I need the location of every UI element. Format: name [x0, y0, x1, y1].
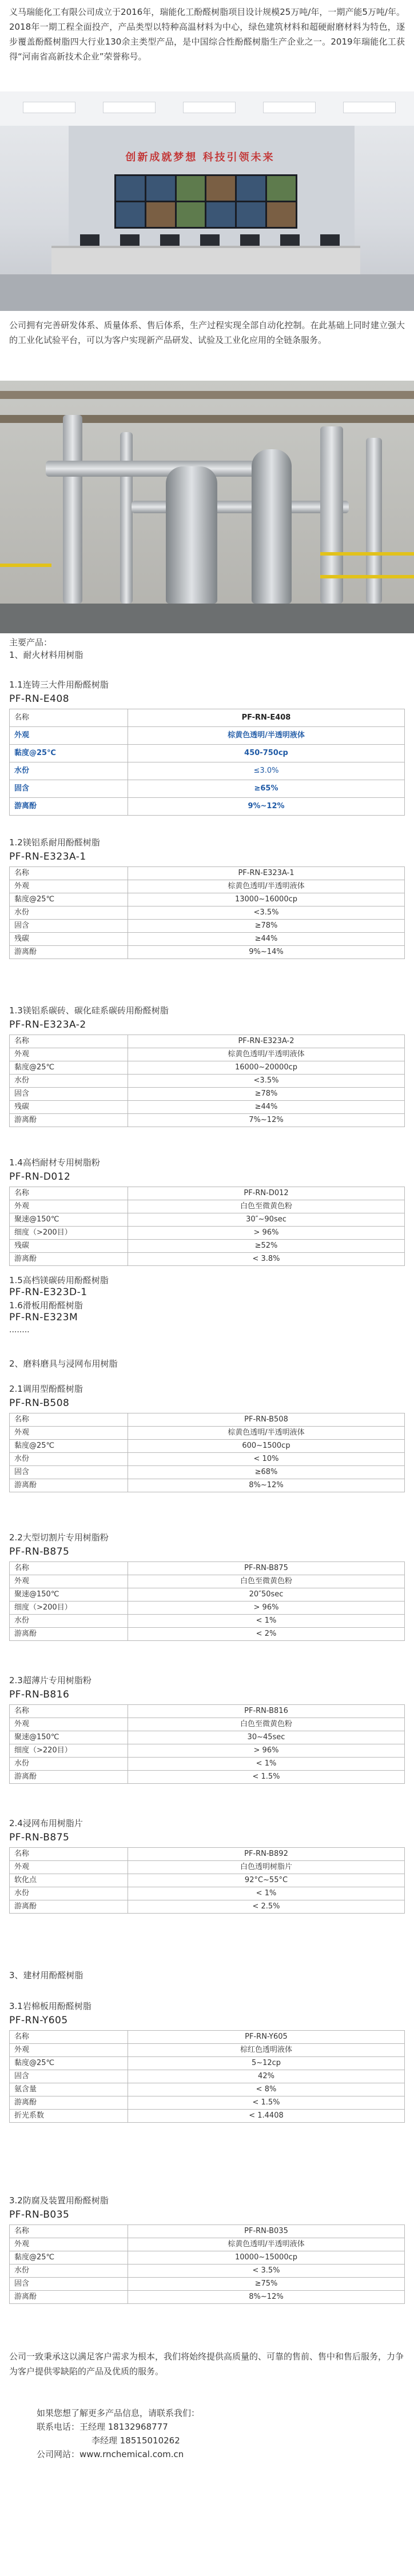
table-row: 游离酚 8%~12%: [10, 1479, 405, 1492]
table-row: 水份 < 1%: [10, 1615, 405, 1628]
table-row: 游离酚 < 2%: [10, 1628, 405, 1641]
spec-table: [9, 866, 405, 959]
category-1-heading: 1、耐火材料用树脂: [9, 650, 83, 660]
control-room-photo: [0, 91, 414, 311]
table-row: 固含 ≥65%: [10, 780, 405, 798]
table-row: 残碳 ≥52%: [10, 1240, 405, 1253]
table-row: 黏度@25℃ 600~1500cp: [10, 1440, 405, 1453]
table-row: 固含 ≥78%: [10, 920, 405, 933]
closing-paragraph: 公司一致秉承这以满足客户需求为根本，我们将始终提供高质量的、可靠的售前、售中和售后服务，力争为客户提供零缺陷的产品及优质的服务。: [9, 2351, 404, 2377]
main-products-heading: 主要产品：: [9, 637, 53, 648]
table-row: 残碳 ≥44%: [10, 933, 405, 946]
product-title: 2.1调用型酚醛树脂: [9, 1384, 83, 1394]
product-title: 2.3超薄片专用树脂粉: [9, 1675, 91, 1686]
table-row: 水份 ≤3.0%: [10, 762, 405, 780]
table-row: 黏度@25℃ 5~12cp: [10, 2057, 405, 2070]
spec-table: [9, 1561, 405, 1641]
table-row: 名称 PF-RN-E408: [10, 709, 405, 727]
table-row: 聚速@150℃ 30~45sec: [10, 1731, 405, 1744]
spec-table: [9, 1187, 405, 1266]
spec-table: [9, 1035, 405, 1127]
table-row: 名称 PF-RN-E323A-1: [10, 867, 405, 880]
contact-block: [37, 2406, 200, 2461]
table-row: 细度（>220目） > 96%: [10, 1744, 405, 1758]
table-row: 游离酚 7%~12%: [10, 1114, 405, 1127]
spec-table: [9, 1704, 405, 1784]
table-row: 折光系数 < 1.4408: [10, 2110, 405, 2123]
table-row: 黏度@25℃ 450-750cp: [10, 745, 405, 762]
ellipsis-text: ········: [9, 1328, 30, 1337]
spec-table: [9, 709, 405, 816]
product-code: PF-RN-E408: [9, 693, 70, 705]
table-row: 外观 白色透明树脂片: [10, 1861, 405, 1874]
table-row: 名称 PF-RN-D012: [10, 1187, 405, 1200]
slogan-banner: 创新成就梦想 科技引领未来: [125, 151, 275, 163]
product-code: PF-RN-B035: [9, 2209, 70, 2220]
table-row: 细度（>200目） > 96%: [10, 1601, 405, 1615]
table-row: 黏度@25℃ 16000~20000cp: [10, 1061, 405, 1075]
table-row: 残碳 ≥44%: [10, 1101, 405, 1114]
table-row: 游离酚 9%~14%: [10, 946, 405, 959]
product-title: 1.2镁铝系耐用酚醛树脂: [9, 837, 100, 848]
product-title: 2.4浸网布用树脂片: [9, 1818, 83, 1828]
product-code: PF-RN-B875: [9, 1546, 70, 1557]
product-code: PF-RN-E323A-2: [9, 1019, 86, 1031]
table-row: 名称 PF-RN-B816: [10, 1705, 405, 1718]
table-row: 聚速@150℃ 20″50sec: [10, 1588, 405, 1601]
table-row: 外观 棕黄色透明/半透明液体: [10, 880, 405, 893]
table-row: 名称 PF-RN-B892: [10, 1848, 405, 1861]
product-code: PF-RN-E323A-1: [9, 851, 86, 862]
table-row: 固含 ≥75%: [10, 2278, 405, 2291]
table-row: 水份 <3.5%: [10, 1075, 405, 1088]
table-row: 游离酚 9%~12%: [10, 798, 405, 816]
product-code: PF-RN-B875: [9, 1832, 70, 1843]
product-title: 3.1岩棉板用酚醛树脂: [9, 2001, 91, 2011]
table-row: 外观 棕黄色透明/半透明液体: [10, 727, 405, 745]
table-row: 外观 棕黄色透明/半透明液体: [10, 2238, 405, 2251]
company-website-link[interactable]: 公司网站：www.rnchemical.com.cn: [37, 2449, 184, 2459]
spec-table: [9, 2030, 405, 2123]
product-code: PF-RN-E323M: [9, 1312, 78, 1323]
product-title: 2.2大型切割片专用树脂粉: [9, 1532, 109, 1543]
table-row: 水份 < 3.5%: [10, 2265, 405, 2278]
table-row: 外观 棕红色透明液体: [10, 2044, 405, 2057]
contact-intro: 如果您想了解更多产品信息，请联系我们：: [37, 2408, 200, 2418]
product-title: 1.5高档镁碳砖用酚醛树脂: [9, 1275, 109, 1285]
table-row: 固含 ≥68%: [10, 1466, 405, 1479]
product-code: PF-RN-Y605: [9, 2015, 68, 2026]
table-row: 氨含量 < 8%: [10, 2083, 405, 2096]
table-row: 外观 白色至微黄色粉: [10, 1575, 405, 1588]
product-title: 1.1连铸三大件用酚醛树脂: [9, 680, 109, 690]
table-row: 游离酚 < 1.5%: [10, 1771, 405, 1784]
table-row: 游离酚 < 2.5%: [10, 1900, 405, 1914]
table-row: 水份 < 1%: [10, 1758, 405, 1771]
table-row: 名称 PF-RN-B875: [10, 1562, 405, 1575]
table-row: 外观 棕黄色透明/半透明液体: [10, 1427, 405, 1440]
plant-photo: [0, 381, 414, 633]
table-row: 游离酚 < 3.8%: [10, 1253, 405, 1266]
table-row: 名称 PF-RN-E323A-2: [10, 1035, 405, 1048]
product-title: 3.2防腐及装置用酚醛树脂: [9, 2195, 109, 2206]
product-title: 1.3镁铝系碳砖、碳化硅系碳砖用酚醛树脂: [9, 1005, 169, 1016]
table-row: 软化点 92°C~55°C: [10, 1874, 405, 1887]
category-2-heading: 2、磨料磨具与浸网布用树脂: [9, 1359, 118, 1369]
contact-phone-li: 李经理 18515010262: [91, 2435, 180, 2446]
spec-table: [9, 1413, 405, 1492]
rd-paragraph: 公司拥有完善研发体系、质量体系、售后体系，生产过程实现全部自动化控制。在此基础上同时建立强大的工业化试验平台，可以为客户实现新产品研发、试验及工业化应用的全链条服务。: [9, 320, 405, 345]
table-row: 外观 棕黄色透明/半透明液体: [10, 1048, 405, 1061]
product-title: 1.6滑板用酚醛树脂: [9, 1300, 83, 1311]
category-3-heading: 3、建材用酚醛树脂: [9, 1970, 83, 1980]
table-row: 细度（>200目） > 96%: [10, 1227, 405, 1240]
product-code: PF-RN-E323D-1: [9, 1287, 87, 1298]
table-row: 水份 <3.5%: [10, 906, 405, 920]
table-row: 名称 PF-RN-B035: [10, 2225, 405, 2238]
intro-paragraph: 义马瑞能化工有限公司成立于2016年，瑞能化工酚醛树脂项目设计规模25万吨/年，一期产能5万吨/年。2018年一期工程全面投产，产品类型以特种高温材料为中心，绿色建筑材料和超硬耐磨材料为特色，逐步覆盖酚醛树脂四大行业130余主类型产品，是中国综合性酚醛树脂生产企业之一。2019年瑞能化工获得“河南省高新技术企业”荣誉称号。: [9, 7, 405, 62]
table-row: 游离酚 8%~12%: [10, 2291, 405, 2304]
table-row: 外观 白色至微黄色粉: [10, 1200, 405, 1213]
product-code: PF-RN-B816: [9, 1689, 70, 1700]
table-row: 游离酚 < 1.5%: [10, 2096, 405, 2110]
product-code: PF-RN-D012: [9, 1171, 71, 1183]
table-row: 水份 < 10%: [10, 1453, 405, 1466]
table-row: 水份 < 1%: [10, 1887, 405, 1900]
product-code: PF-RN-B508: [9, 1397, 70, 1409]
table-row: 外观 白色至微黄色粉: [10, 1718, 405, 1731]
table-row: 名称 PF-RN-B508: [10, 1413, 405, 1427]
table-row: 名称 PF-RN-Y605: [10, 2031, 405, 2044]
video-wall: [114, 174, 297, 229]
contact-phone-wang: 联系电话：王经理 18132968777: [37, 2422, 168, 2432]
table-row: 聚速@150℃ 30″~90sec: [10, 1213, 405, 1227]
table-row: 固含 42%: [10, 2070, 405, 2083]
table-row: 黏度@25℃ 10000~15000cp: [10, 2251, 405, 2265]
spec-table: [9, 1847, 405, 1914]
product-title: 1.4高档耐材专用树脂粉: [9, 1157, 100, 1168]
spec-table: [9, 2224, 405, 2304]
table-row: 固含 ≥78%: [10, 1088, 405, 1101]
table-row: 黏度@25℃ 13000~16000cp: [10, 893, 405, 906]
